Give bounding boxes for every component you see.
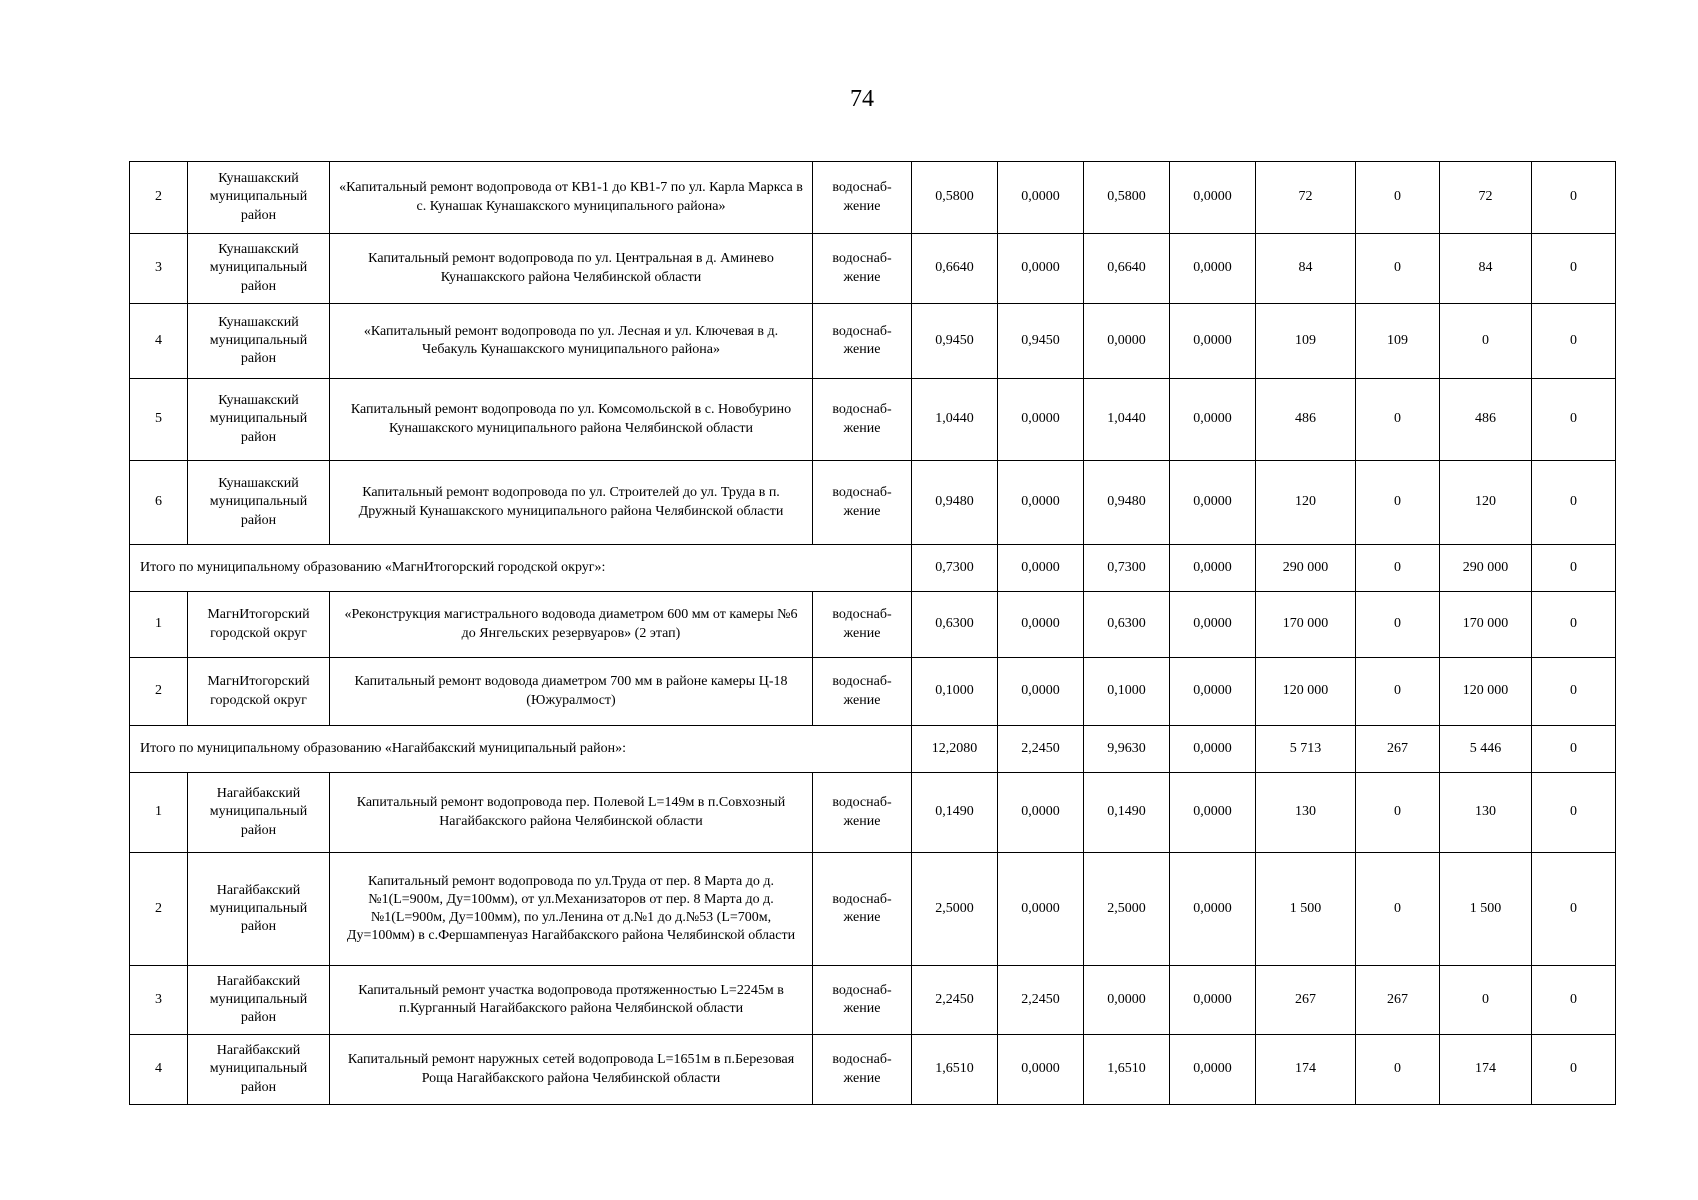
value-cell: 0: [1356, 1035, 1440, 1105]
value-cell: 0,0000: [998, 234, 1084, 304]
type-cell: водоснаб-жение: [813, 304, 912, 379]
value-cell: 0,0000: [998, 545, 1084, 592]
row-number: 6: [130, 461, 188, 545]
value-cell: 1 500: [1440, 853, 1532, 966]
value-cell: 0: [1532, 966, 1616, 1035]
value-cell: 486: [1440, 379, 1532, 461]
value-cell: 0: [1532, 853, 1616, 966]
total-label: Итого по муниципальному образованию «МагнИтогорский городской округ»:: [130, 545, 912, 592]
row-number: 3: [130, 966, 188, 1035]
municipality-cell: Нагайбакский муниципальный район: [188, 853, 330, 966]
value-cell: 2,2450: [998, 966, 1084, 1035]
value-cell: 290 000: [1256, 545, 1356, 592]
table-row: [130, 234, 1616, 304]
type-cell: водоснаб-жение: [813, 658, 912, 726]
project-name-cell: Капитальный ремонт участка водопровода протяженностью L=2245м в п.Курганный Нагайбакского района Челябинской области: [330, 966, 813, 1035]
value-cell: 1,6510: [912, 1035, 998, 1105]
value-cell: 12,2080: [912, 726, 998, 773]
value-cell: 72: [1256, 162, 1356, 234]
value-cell: 0,1490: [1084, 773, 1170, 853]
value-cell: 0,0000: [1170, 545, 1256, 592]
value-cell: 0,0000: [1170, 234, 1256, 304]
table-row: [130, 379, 1616, 461]
project-name-cell: Капитальный ремонт водопровода по ул.Труда от пер. 8 Марта до д. №1(L=900м, Ду=100мм), от ул.Механизаторов от пер. 8 Марта до д. №1(L=900м, Ду=100мм), по ул.Ленина от д.№1 до д.№53 (L=700м, Ду=100мм) в с.Фершампенуаз Нагайбакского района Челябинской области: [330, 853, 813, 966]
value-cell: 0: [1356, 545, 1440, 592]
table-row: [130, 1035, 1616, 1105]
municipality-cell: Кунашакский муниципальный район: [188, 304, 330, 379]
value-cell: 0,1000: [1084, 658, 1170, 726]
value-cell: 0,0000: [998, 379, 1084, 461]
value-cell: 0,6640: [912, 234, 998, 304]
value-cell: 0,0000: [998, 773, 1084, 853]
project-name-cell: Капитальный ремонт водопровода по ул. Комсомольской в с. Новобурино Кунашакского муниципального района Челябинской области: [330, 379, 813, 461]
value-cell: 0,0000: [1170, 379, 1256, 461]
value-cell: 120 000: [1256, 658, 1356, 726]
project-name-cell: «Капитальный ремонт водопровода по ул. Лесная и ул. Ключевая в д. Чебакуль Кунашакского муниципального района»: [330, 304, 813, 379]
value-cell: 0,9480: [1084, 461, 1170, 545]
value-cell: 0,0000: [998, 1035, 1084, 1105]
value-cell: 174: [1256, 1035, 1356, 1105]
value-cell: 170 000: [1256, 592, 1356, 658]
value-cell: 267: [1256, 966, 1356, 1035]
table-row: [130, 304, 1616, 379]
value-cell: 0: [1356, 379, 1440, 461]
value-cell: 0,0000: [998, 162, 1084, 234]
value-cell: 0,1490: [912, 773, 998, 853]
value-cell: 0: [1532, 592, 1616, 658]
value-cell: 0: [1356, 773, 1440, 853]
value-cell: 0: [1532, 162, 1616, 234]
row-number: 3: [130, 234, 188, 304]
table-row: [130, 853, 1616, 966]
municipality-cell: Кунашакский муниципальный район: [188, 379, 330, 461]
value-cell: 0: [1532, 461, 1616, 545]
projects-table: [129, 161, 1616, 1105]
type-cell: водоснаб-жение: [813, 853, 912, 966]
table-row: [130, 162, 1616, 234]
value-cell: 0: [1532, 234, 1616, 304]
project-name-cell: Капитальный ремонт водопровода по ул. Строителей до ул. Труда в п. Дружный Кунашакского муниципального района Челябинской области: [330, 461, 813, 545]
municipality-cell: МагнИтогорский городской округ: [188, 592, 330, 658]
value-cell: 0: [1532, 1035, 1616, 1105]
value-cell: 2,2450: [912, 966, 998, 1035]
row-number: 1: [130, 592, 188, 658]
value-cell: 174: [1440, 1035, 1532, 1105]
value-cell: 0,0000: [1084, 304, 1170, 379]
value-cell: 109: [1256, 304, 1356, 379]
value-cell: 0,0000: [1170, 162, 1256, 234]
value-cell: 0,0000: [1170, 304, 1256, 379]
project-name-cell: «Капитальный ремонт водопровода от КВ1-1 до КВ1-7 по ул. Карла Маркса в с. Кунашак Кунашакского муниципального района»: [330, 162, 813, 234]
value-cell: 0,0000: [1170, 773, 1256, 853]
value-cell: 267: [1356, 726, 1440, 773]
type-cell: водоснаб-жение: [813, 592, 912, 658]
value-cell: 170 000: [1440, 592, 1532, 658]
value-cell: 0: [1440, 966, 1532, 1035]
page-number: 74: [850, 86, 874, 112]
value-cell: 0: [1356, 162, 1440, 234]
value-cell: 1,6510: [1084, 1035, 1170, 1105]
municipality-cell: Кунашакский муниципальный район: [188, 461, 330, 545]
table-row: [130, 773, 1616, 853]
type-cell: водоснаб-жение: [813, 966, 912, 1035]
municipality-cell: Нагайбакский муниципальный район: [188, 1035, 330, 1105]
municipality-cell: Кунашакский муниципальный район: [188, 162, 330, 234]
value-cell: 0,5800: [1084, 162, 1170, 234]
value-cell: 9,9630: [1084, 726, 1170, 773]
project-name-cell: Капитальный ремонт водопровода по ул. Центральная в д. Аминево Кунашакского района Челябинской области: [330, 234, 813, 304]
value-cell: 0,0000: [1170, 726, 1256, 773]
value-cell: 0,0000: [1170, 853, 1256, 966]
value-cell: 2,2450: [998, 726, 1084, 773]
type-cell: водоснаб-жение: [813, 773, 912, 853]
value-cell: 0: [1356, 592, 1440, 658]
value-cell: 0,7300: [1084, 545, 1170, 592]
type-cell: водоснаб-жение: [813, 1035, 912, 1105]
value-cell: 120: [1440, 461, 1532, 545]
value-cell: 1 500: [1256, 853, 1356, 966]
project-name-cell: Капитальный ремонт наружных сетей водопровода L=1651м в п.Березовая Роща Нагайбакского района Челябинской области: [330, 1035, 813, 1105]
value-cell: 84: [1440, 234, 1532, 304]
project-name-cell: Капитальный ремонт водовода диаметром 700 мм в районе камеры Ц-18 (Южуралмост): [330, 658, 813, 726]
value-cell: 0: [1356, 234, 1440, 304]
value-cell: 5 446: [1440, 726, 1532, 773]
value-cell: 0,6640: [1084, 234, 1170, 304]
value-cell: 0: [1440, 304, 1532, 379]
value-cell: 5 713: [1256, 726, 1356, 773]
table-row: [130, 658, 1616, 726]
value-cell: 84: [1256, 234, 1356, 304]
value-cell: 0,0000: [998, 461, 1084, 545]
municipality-cell: Нагайбакский муниципальный район: [188, 773, 330, 853]
table-row: [130, 592, 1616, 658]
value-cell: 120: [1256, 461, 1356, 545]
value-cell: 0,0000: [1084, 966, 1170, 1035]
value-cell: 0,0000: [1170, 1035, 1256, 1105]
type-cell: водоснаб-жение: [813, 461, 912, 545]
row-number: 1: [130, 773, 188, 853]
value-cell: 0,9480: [912, 461, 998, 545]
value-cell: 0,0000: [1170, 966, 1256, 1035]
table-row: [130, 966, 1616, 1035]
row-number: 4: [130, 1035, 188, 1105]
value-cell: 2,5000: [1084, 853, 1170, 966]
value-cell: 130: [1440, 773, 1532, 853]
value-cell: 0: [1532, 726, 1616, 773]
value-cell: 0,1000: [912, 658, 998, 726]
total-label: Итого по муниципальному образованию «Нагайбакский муниципальный район»:: [130, 726, 912, 773]
type-cell: водоснаб-жение: [813, 234, 912, 304]
total-row: [130, 545, 1616, 592]
row-number: 4: [130, 304, 188, 379]
type-cell: водоснаб-жение: [813, 162, 912, 234]
value-cell: 0,6300: [1084, 592, 1170, 658]
value-cell: 0,0000: [998, 592, 1084, 658]
value-cell: 0,7300: [912, 545, 998, 592]
value-cell: 267: [1356, 966, 1440, 1035]
row-number: 5: [130, 379, 188, 461]
value-cell: 0,9450: [998, 304, 1084, 379]
value-cell: 0,0000: [1170, 461, 1256, 545]
value-cell: 486: [1256, 379, 1356, 461]
row-number: 2: [130, 658, 188, 726]
value-cell: 0,0000: [1170, 658, 1256, 726]
value-cell: 120 000: [1440, 658, 1532, 726]
value-cell: 0: [1532, 773, 1616, 853]
row-number: 2: [130, 162, 188, 234]
total-row: [130, 726, 1616, 773]
value-cell: 0: [1356, 658, 1440, 726]
value-cell: 1,0440: [1084, 379, 1170, 461]
value-cell: 72: [1440, 162, 1532, 234]
project-name-cell: «Реконструкция магистрального водовода диаметром 600 мм от камеры №6 до Янгельских резервуаров» (2 этап): [330, 592, 813, 658]
table-row: [130, 461, 1616, 545]
value-cell: 0,5800: [912, 162, 998, 234]
value-cell: 0: [1356, 461, 1440, 545]
value-cell: 1,0440: [912, 379, 998, 461]
municipality-cell: Нагайбакский муниципальный район: [188, 966, 330, 1035]
municipality-cell: МагнИтогорский городской округ: [188, 658, 330, 726]
municipality-cell: Кунашакский муниципальный район: [188, 234, 330, 304]
value-cell: 0: [1532, 304, 1616, 379]
project-name-cell: Капитальный ремонт водопровода пер. Полевой L=149м в п.Совхозный Нагайбакского района Челябинской области: [330, 773, 813, 853]
value-cell: 2,5000: [912, 853, 998, 966]
value-cell: 0,0000: [1170, 592, 1256, 658]
type-cell: водоснаб-жение: [813, 379, 912, 461]
value-cell: 0: [1356, 853, 1440, 966]
value-cell: 0: [1532, 379, 1616, 461]
value-cell: 0,0000: [998, 658, 1084, 726]
value-cell: 0,0000: [998, 853, 1084, 966]
value-cell: 0: [1532, 545, 1616, 592]
value-cell: 130: [1256, 773, 1356, 853]
value-cell: 109: [1356, 304, 1440, 379]
row-number: 2: [130, 853, 188, 966]
value-cell: 290 000: [1440, 545, 1532, 592]
value-cell: 0: [1532, 658, 1616, 726]
value-cell: 0,9450: [912, 304, 998, 379]
value-cell: 0,6300: [912, 592, 998, 658]
